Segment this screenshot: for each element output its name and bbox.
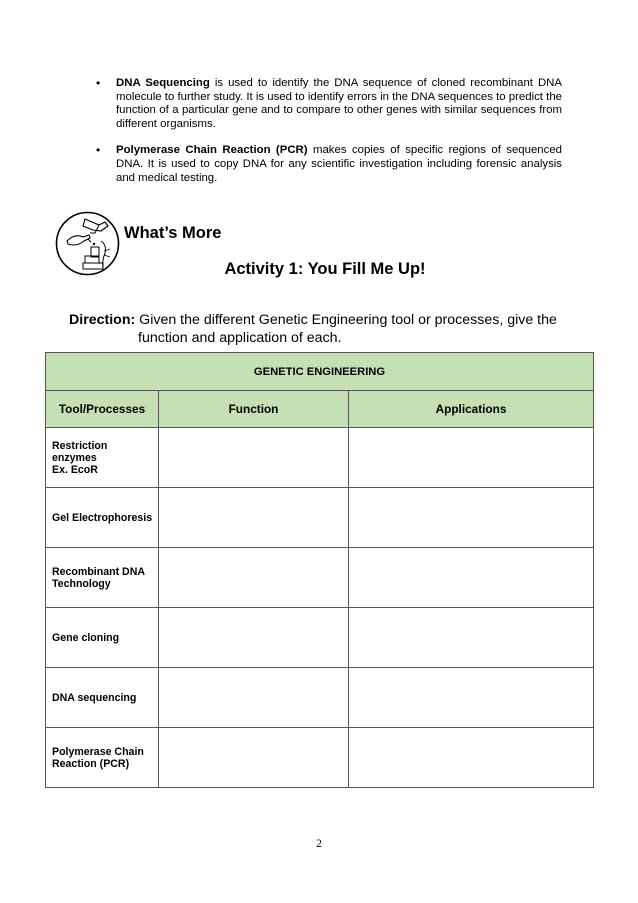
section-title: What’s More bbox=[124, 224, 222, 242]
function-cell[interactable] bbox=[159, 488, 349, 548]
bullet-icon: • bbox=[96, 143, 101, 158]
function-cell[interactable] bbox=[159, 428, 349, 488]
tool-line: DNA sequencing bbox=[52, 691, 137, 704]
bullet-text: makes copies of specific regions of sequenced DNA. It is used to copy DNA for any scientific investigation including forensic analysis and medical testing. bbox=[116, 144, 562, 184]
function-cell[interactable] bbox=[159, 548, 349, 608]
tool-line: Ex. EcoR bbox=[52, 463, 98, 476]
applications-cell[interactable] bbox=[349, 428, 594, 488]
tool-line: Reaction (PCR) bbox=[52, 757, 130, 770]
activity-title: Activity 1: You Fill Me Up! bbox=[224, 260, 426, 278]
bullet-term: DNA Sequencing bbox=[116, 77, 210, 89]
function-cell[interactable] bbox=[159, 728, 349, 788]
table-row bbox=[46, 548, 594, 608]
applications-cell[interactable] bbox=[349, 488, 594, 548]
tool-line: Technology bbox=[52, 577, 111, 590]
table-title: GENETIC ENGINEERING bbox=[46, 353, 594, 391]
tool-cell bbox=[46, 428, 159, 488]
direction-line-2: function and application of each. bbox=[138, 330, 342, 346]
tool-cell bbox=[46, 548, 159, 608]
bullet-icon: • bbox=[96, 76, 101, 90]
applications-cell[interactable] bbox=[349, 668, 594, 728]
tool-line: Restriction bbox=[52, 439, 108, 452]
applications-cell[interactable] bbox=[349, 548, 594, 608]
direction-line-1: Given the different Genetic Engineering tool or processes, give the bbox=[135, 312, 557, 328]
tool-line: Gel Electrophoresis bbox=[52, 511, 153, 524]
bullet-text: is used to identify the DNA sequence of cloned recombinant DNA molecule to further study. It is used to identify errors in the DNA sequences to predict the function of a particular gene and to compare to other genes with similar sequences from different organisms. bbox=[116, 77, 563, 130]
table-row bbox=[46, 668, 594, 728]
tool-cell bbox=[46, 728, 159, 788]
bullet-dna-sequencing bbox=[96, 77, 562, 131]
genetic-engineering-table bbox=[45, 352, 594, 788]
tool-line: enzymes bbox=[52, 451, 97, 464]
table-row bbox=[46, 428, 594, 488]
header-tool-processes: Tool/Processes bbox=[46, 391, 159, 428]
applications-cell[interactable] bbox=[349, 728, 594, 788]
tool-cell bbox=[46, 488, 159, 548]
tool-line: Polymerase Chain bbox=[52, 745, 144, 758]
applications-cell[interactable] bbox=[349, 608, 594, 668]
header-function: Function bbox=[159, 391, 349, 428]
tool-line: Gene cloning bbox=[52, 631, 120, 644]
header-applications: Applications bbox=[349, 391, 594, 428]
table-row bbox=[46, 608, 594, 668]
tool-line: Recombinant DNA bbox=[52, 565, 145, 578]
bullet-term: Polymerase Chain Reaction (PCR) bbox=[116, 144, 308, 157]
direction-label: Direction: bbox=[69, 312, 136, 328]
tool-cell bbox=[46, 608, 159, 668]
bullet-list bbox=[96, 77, 562, 198]
table-header-row bbox=[46, 391, 594, 428]
bullet-pcr bbox=[96, 144, 562, 185]
table-row bbox=[46, 728, 594, 788]
function-cell[interactable] bbox=[159, 608, 349, 668]
tool-cell bbox=[46, 668, 159, 728]
table-row bbox=[46, 488, 594, 548]
function-cell[interactable] bbox=[159, 668, 349, 728]
table-title-row bbox=[46, 353, 594, 391]
page-number: 2 bbox=[316, 838, 322, 850]
direction-text bbox=[69, 311, 569, 347]
